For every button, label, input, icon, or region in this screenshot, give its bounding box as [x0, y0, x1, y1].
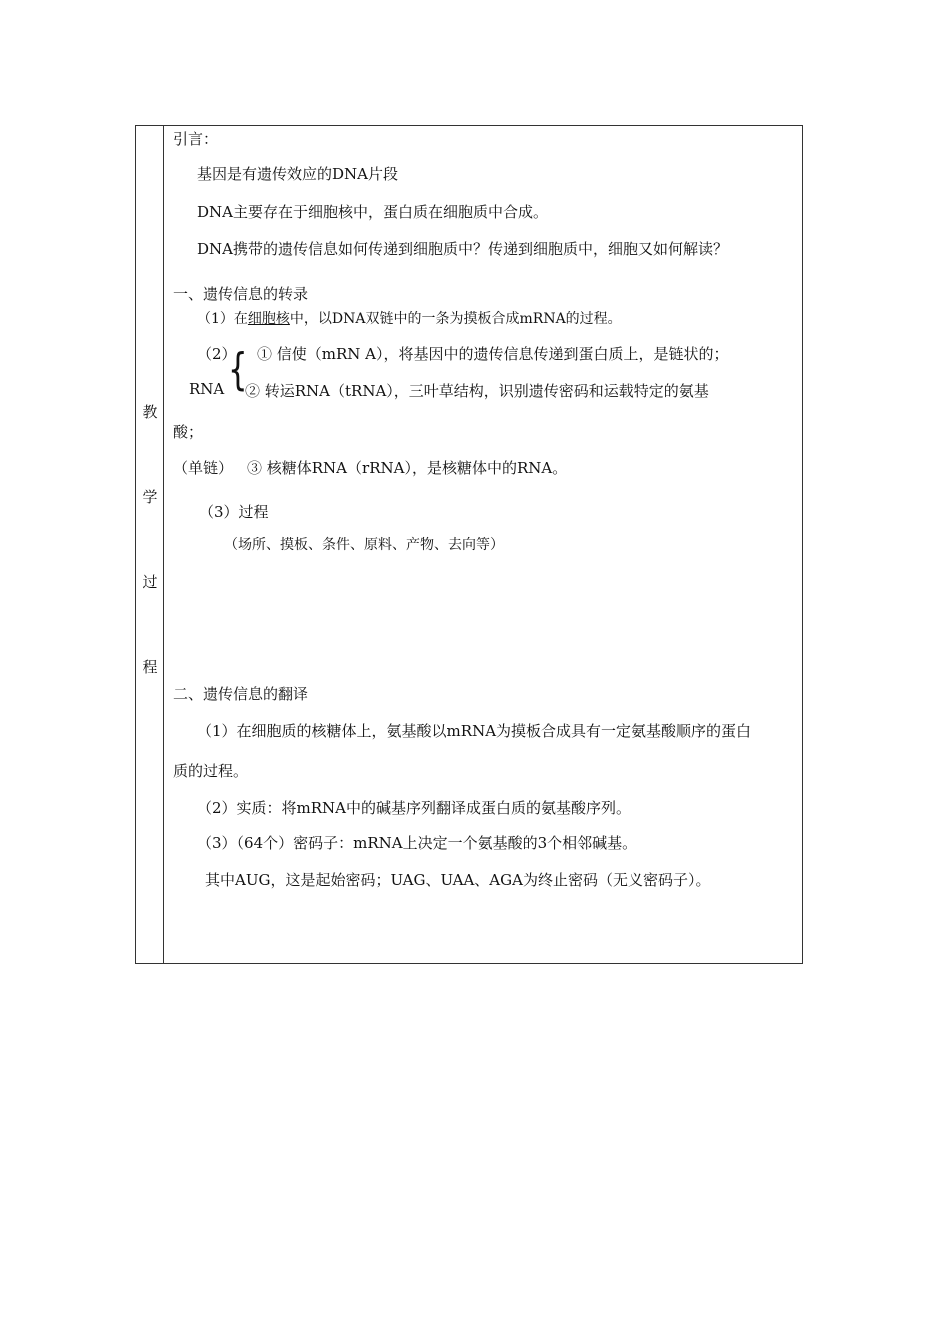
section1-item2-num: （2）	[197, 345, 237, 363]
section2-item1-cont: 质的过程。	[173, 762, 249, 780]
section1-item2-c: ③ 核糖体RNA（rRNA），是核糖体中的RNA。	[247, 459, 568, 477]
intro-p1: 基因是有遗传效应的DNA片段	[197, 165, 398, 183]
section1-item1-underlined: 细胞核	[247, 311, 290, 327]
side-char-1: 教	[142, 403, 158, 421]
side-char-2: 学	[142, 488, 158, 506]
intro-heading: 引言：	[173, 130, 219, 148]
side-char-3: 过	[142, 573, 158, 591]
section1-item3-detail: （场所、摸板、条件、原料、产物、去向等）	[224, 537, 504, 553]
intro-p2: DNA主要存在于细胞核中，蛋白质在细胞质中合成。	[197, 203, 548, 221]
section1-heading: 一、遗传信息的转录	[173, 285, 309, 303]
section2-item2: （2）实质：将mRNA中的碱基序列翻译成蛋白质的氨基酸序列。	[197, 799, 632, 817]
side-char-4: 程	[142, 658, 158, 676]
side-column	[136, 126, 164, 963]
section2-heading: 二、遗传信息的翻译	[173, 685, 309, 703]
section1-item3: （3）过程	[199, 503, 269, 521]
section2-item4: 其中AUG，这是起始密码；UAG、UAA、AGA为终止密码（无义密码子）。	[205, 871, 711, 889]
section1-item1-suffix: 中，以DNA双链中的一条为摸板合成mRNA的过程。	[289, 311, 622, 327]
section2-item3: （3）（64个）密码子：mRNA上决定一个氨基酸的3个相邻碱基。	[197, 834, 638, 852]
rna-label: RNA	[189, 380, 225, 398]
brace-icon: {	[228, 344, 248, 395]
section1-item1-prefix: （1）在	[197, 311, 248, 327]
section1-item1	[197, 308, 622, 328]
intro-p3: DNA携带的遗传信息如何传递到细胞质中？传递到细胞质中，细胞又如何解读？	[197, 240, 728, 258]
section1-item2-b: ② 转运RNA（tRNA），三叶草结构，识别遗传密码和运载特定的氨基	[245, 382, 709, 400]
section1-item2-b-cont: 酸；	[173, 423, 204, 441]
section1-item2-c-prefix: （单链）	[173, 459, 234, 477]
section2-item1: （1）在细胞质的核糖体上，氨基酸以mRNA为摸板合成具有一定氨基酸顺序的蛋白	[197, 722, 752, 740]
section1-item2-a: ① 信使（mRN A），将基因中的遗传信息传递到蛋白质上，是链状的；	[257, 345, 729, 363]
